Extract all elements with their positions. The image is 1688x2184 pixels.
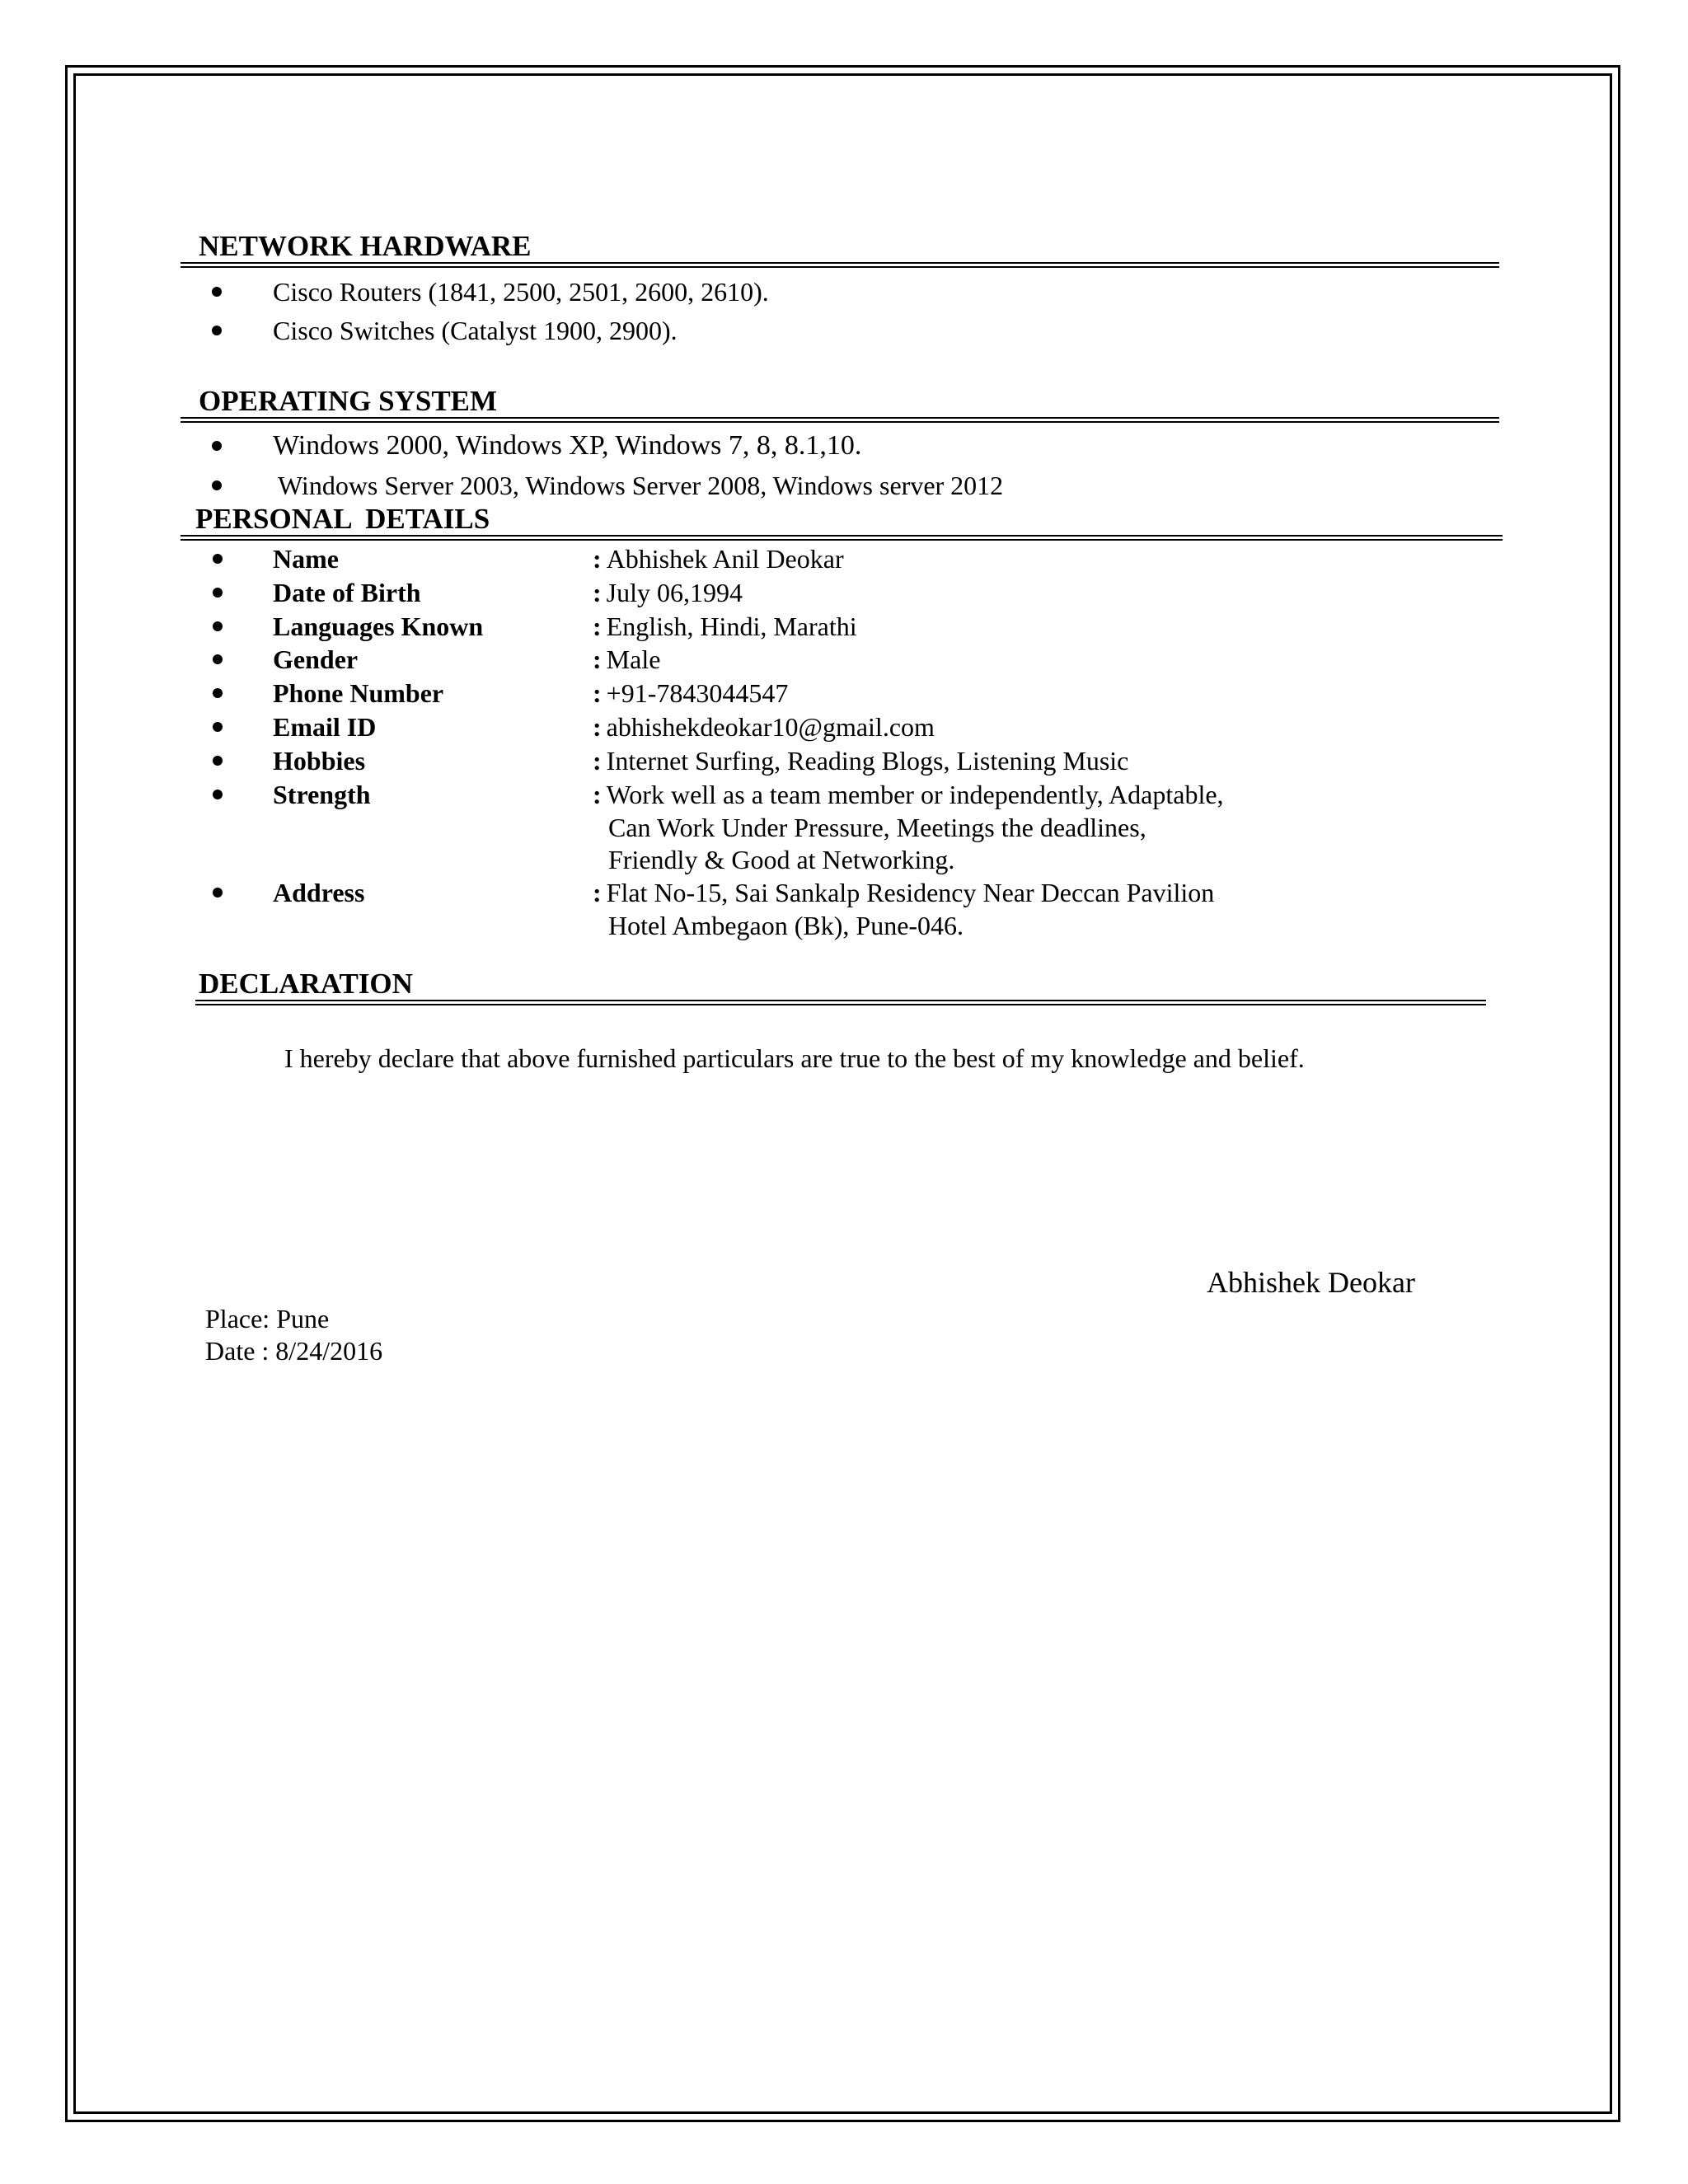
colon: : [593, 578, 602, 607]
operating-system-heading: OPERATING SYSTEM [199, 385, 498, 417]
personal-details-heading: PERSONAL DETAILS [195, 503, 490, 535]
bullet-icon [213, 588, 223, 598]
network-hardware-rule [181, 262, 1499, 268]
detail-label-email: Email ID [273, 712, 377, 742]
personal-details-rule [181, 535, 1503, 541]
colon: : [593, 878, 602, 907]
operating-system-rule [181, 417, 1499, 423]
bullet-icon [212, 441, 222, 451]
colon: : [593, 780, 602, 809]
value-text: Internet Surfing, Reading Blogs, Listening Music [606, 746, 1129, 776]
value-text: Abhishek Anil Deokar [606, 544, 844, 574]
value-text: Male [606, 644, 661, 674]
bullet-icon [213, 554, 223, 564]
detail-value-languages [593, 610, 857, 643]
detail-value-name [593, 542, 844, 575]
value-text: Flat No-15, Sai Sankalp Residency Near Deccan Pavilion [606, 878, 1215, 907]
detail-label-languages: Languages Known [273, 612, 484, 641]
colon: : [593, 544, 602, 574]
date: Date : 8/24/2016 [205, 1336, 383, 1366]
detail-label-gender: Gender [273, 644, 359, 674]
detail-label-phone: Phone Number [273, 678, 444, 708]
bullet-icon [212, 326, 222, 335]
bullet-icon [213, 756, 223, 766]
detail-value-address [593, 876, 1214, 909]
bullet-icon [212, 287, 222, 297]
bullet-icon [213, 621, 223, 631]
value-text: English, Hindi, Marathi [606, 612, 857, 641]
detail-value-address-cont: Hotel Ambegaon (Bk), Pune-046. [608, 911, 964, 940]
place: Place: Pune [205, 1304, 330, 1333]
declaration-text: I hereby declare that above furnished particulars are true to the best of my knowledge and belief. [284, 1043, 1305, 1073]
detail-label-dob: Date of Birth [273, 578, 421, 607]
detail-value-dob [593, 576, 743, 609]
bullet-icon [213, 722, 223, 732]
value-text: July 06,1994 [606, 578, 743, 607]
colon: : [593, 678, 602, 708]
network-hardware-item: Cisco Routers (1841, 2500, 2501, 2600, 2610). [273, 277, 769, 307]
colon: : [593, 746, 602, 776]
declaration-heading: DECLARATION [199, 968, 413, 1000]
detail-value-strength [593, 778, 1224, 811]
detail-label-hobbies: Hobbies [273, 746, 366, 776]
operating-system-item: Windows 2000, Windows XP, Windows 7, 8, 8.1,10. [273, 430, 862, 461]
operating-system-item: Windows Server 2003, Windows Server 2008, Windows server 2012 [278, 471, 1004, 500]
network-hardware-item: Cisco Switches (Catalyst 1900, 2900). [273, 316, 678, 345]
declaration-rule [195, 1000, 1486, 1005]
bullet-icon [213, 790, 223, 799]
detail-value-gender [593, 643, 660, 676]
colon: : [593, 644, 602, 674]
colon: : [593, 612, 602, 641]
detail-label-strength: Strength [273, 780, 371, 809]
detail-value-hobbies [593, 744, 1128, 777]
bullet-icon [213, 888, 223, 898]
bullet-icon [213, 688, 223, 698]
bullet-icon [213, 654, 223, 664]
signature-name: Abhishek Deokar [1207, 1266, 1415, 1299]
value-text: abhishekdeokar10@gmail.com [606, 712, 935, 742]
detail-value-strength-cont: Can Work Under Pressure, Meetings the deadlines, [608, 813, 1146, 842]
bullet-icon [212, 480, 222, 490]
detail-value-phone [593, 677, 788, 710]
page-border-inner [73, 73, 1612, 2114]
value-text: +91-7843044547 [606, 678, 789, 708]
network-hardware-heading: NETWORK HARDWARE [199, 230, 532, 262]
colon: : [593, 712, 602, 742]
value-text: Work well as a team member or independently, Adaptable, [606, 780, 1224, 809]
detail-value-email [593, 710, 935, 743]
detail-value-strength-cont: Friendly & Good at Networking. [608, 845, 955, 874]
detail-label-name: Name [273, 544, 339, 574]
detail-label-address: Address [273, 878, 365, 907]
